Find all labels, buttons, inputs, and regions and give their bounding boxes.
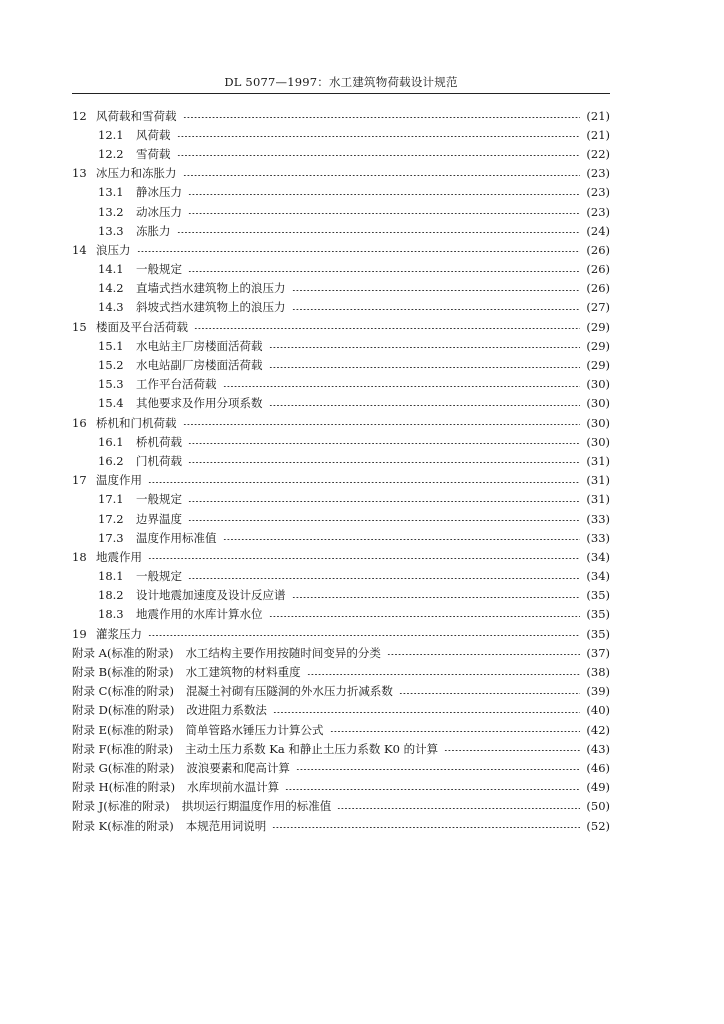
toc-entry[interactable]: [72, 451, 610, 470]
toc-entry-page: (33): [586, 530, 610, 545]
toc-entry[interactable]: [72, 144, 610, 163]
toc-entry-page: (35): [586, 607, 610, 622]
toc-entry-number: 附录 H(标准的附录): [72, 780, 176, 795]
toc-entry[interactable]: [72, 528, 610, 547]
dot-leader: [285, 789, 580, 790]
toc-entry-page: (23): [586, 204, 610, 219]
toc-entry-title: 楼面及平台活荷载: [96, 319, 188, 334]
dot-leader: [307, 674, 581, 675]
dot-leader: [273, 712, 581, 713]
toc-entry-title: 水电站副厂房楼面活荷载: [136, 358, 263, 373]
toc-entry[interactable]: [72, 125, 610, 144]
toc-entry-title: 水工建筑物的材料重度: [185, 665, 301, 680]
toc-entry-title: 其他要求及作用分项系数: [136, 396, 263, 411]
dot-leader: [444, 750, 580, 751]
toc-entry-title: 风荷载和雪荷载: [96, 108, 177, 123]
toc-entry[interactable]: [72, 394, 610, 413]
toc-entry-title: 直墙式挡水建筑物上的浪压力: [136, 281, 286, 296]
toc-entry-title: 波浪要素和爬高计算: [186, 760, 290, 775]
toc-entry-number: 附录 F(标准的附录): [72, 741, 174, 756]
toc-entry-page: (33): [586, 511, 610, 526]
toc-entry-page: (29): [586, 338, 610, 353]
toc-entry[interactable]: [72, 375, 610, 394]
toc-entry-page: (40): [586, 703, 610, 718]
toc-entry[interactable]: [72, 816, 610, 835]
toc-entry[interactable]: [72, 643, 610, 662]
toc-entry-page: (26): [586, 281, 610, 296]
toc-entry-title: 改进阻力系数法: [186, 703, 267, 718]
dot-leader: [148, 635, 580, 636]
toc-entry-page: (23): [586, 166, 610, 181]
dot-leader: [188, 194, 580, 195]
toc-entry-title: 设计地震加速度及设计反应谱: [136, 588, 286, 603]
dot-leader: [387, 654, 580, 655]
toc-entry-page: (30): [586, 396, 610, 411]
toc-entry[interactable]: [72, 432, 610, 451]
toc-entry-number: 16: [72, 415, 87, 430]
page-header: DL 5077—1997：水工建筑物荷载设计规范: [224, 75, 458, 89]
toc-entry-page: (30): [586, 415, 610, 430]
toc-entry[interactable]: [72, 797, 610, 816]
toc-entry[interactable]: [72, 183, 610, 202]
toc-entry-number: 17: [72, 473, 87, 488]
dot-leader: [292, 290, 581, 291]
toc-entry[interactable]: [72, 471, 610, 490]
toc-entry[interactable]: [72, 260, 610, 279]
dot-leader: [269, 347, 581, 348]
header-rule: [72, 93, 610, 94]
toc-entry-page: (21): [586, 108, 610, 123]
toc-entry-number: 附录 C(标准的附录): [72, 684, 174, 699]
toc-entry-number: 附录 D(标准的附录): [72, 703, 175, 718]
dot-leader: [272, 827, 580, 828]
toc-entry-number: 附录 A(标准的附录): [72, 645, 174, 660]
toc-entry[interactable]: [72, 490, 610, 509]
dot-leader: [177, 155, 581, 156]
toc-entry-number: 12: [72, 108, 87, 123]
toc-entry-number: 13: [72, 166, 87, 181]
toc-entry-page: (31): [586, 492, 610, 507]
toc-entry-page: (23): [586, 185, 610, 200]
toc-entry[interactable]: [72, 778, 610, 797]
dot-leader: [188, 213, 580, 214]
toc-entry-title: 风荷载: [136, 127, 171, 142]
toc-entry[interactable]: [72, 317, 610, 336]
toc-entry[interactable]: [72, 586, 610, 605]
toc-entry[interactable]: [72, 164, 610, 183]
toc-entry-number: 附录 G(标准的附录): [72, 760, 175, 775]
toc-entry-number: 14: [72, 242, 87, 257]
table-of-contents: [72, 106, 610, 835]
dot-leader: [269, 367, 581, 368]
toc-entry-number: 14.3: [98, 300, 124, 315]
dot-leader: [223, 386, 581, 387]
toc-entry-number: 18.1: [98, 569, 124, 584]
toc-entry-title: 水工结构主要作用按随时间变异的分类: [185, 645, 381, 660]
toc-entry-number: 16.1: [98, 434, 124, 449]
toc-entry-title: 灌浆压力: [96, 626, 142, 641]
dot-leader: [177, 232, 581, 233]
toc-entry-title: 本规范用词说明: [185, 818, 267, 833]
toc-entry-number: 17.1: [98, 492, 124, 507]
dot-leader: [188, 501, 580, 502]
dot-leader: [148, 482, 580, 483]
dot-leader: [188, 578, 580, 579]
toc-entry[interactable]: [72, 279, 610, 298]
toc-entry-title: 温度作用标准值: [136, 530, 217, 545]
toc-entry-title: 水电站主厂房楼面活荷载: [136, 338, 263, 353]
toc-entry-title: 门机荷载: [136, 453, 182, 468]
toc-entry-title: 桥机荷载: [136, 434, 182, 449]
toc-entry-page: (42): [586, 722, 610, 737]
toc-entry-page: (30): [586, 377, 610, 392]
toc-entry-number: 18.3: [98, 607, 124, 622]
toc-entry-page: (35): [586, 626, 610, 641]
dot-leader: [399, 693, 580, 694]
toc-entry-number: 18.2: [98, 588, 124, 603]
toc-entry-number: 15.2: [98, 358, 124, 373]
dot-leader: [188, 520, 580, 521]
toc-entry-title: 桥机和门机荷载: [96, 415, 177, 430]
dot-leader: [183, 117, 581, 118]
toc-entry-number: 12.2: [98, 146, 124, 161]
toc-entry-title: 一般规定: [136, 492, 182, 507]
toc-entry-title: 工作平台活荷载: [136, 377, 217, 392]
toc-entry-title: 拱坝运行期温度作用的标准值: [181, 799, 332, 814]
toc-entry[interactable]: [72, 221, 610, 240]
toc-entry-page: (43): [586, 741, 610, 756]
toc-entry-page: (49): [586, 780, 610, 795]
dot-leader: [137, 251, 581, 252]
toc-entry-page: (27): [586, 300, 610, 315]
toc-entry-title: 斜坡式挡水建筑物上的浪压力: [136, 300, 286, 315]
dot-leader: [296, 769, 581, 770]
toc-entry-title: 简单管路水锤压力计算公式: [185, 722, 324, 737]
toc-entry-number: 附录 B(标准的附录): [72, 665, 174, 680]
toc-entry-number: 附录 K(标准的附录): [72, 818, 174, 833]
toc-entry-number: 13.1: [98, 185, 124, 200]
toc-entry[interactable]: [72, 202, 610, 221]
toc-entry-page: (39): [586, 684, 610, 699]
toc-entry-page: (29): [586, 358, 610, 373]
toc-entry-number: 15.4: [98, 396, 124, 411]
toc-entry-number: 19: [72, 626, 87, 641]
toc-entry-page: (35): [586, 588, 610, 603]
toc-entry[interactable]: [72, 106, 610, 125]
toc-entry-number: 14.1: [98, 262, 124, 277]
toc-entry-title: 一般规定: [136, 569, 182, 584]
toc-entry[interactable]: [72, 624, 610, 643]
dot-leader: [292, 309, 581, 310]
toc-entry[interactable]: [72, 355, 610, 374]
toc-entry[interactable]: [72, 720, 610, 739]
toc-entry-number: 17.2: [98, 511, 124, 526]
toc-entry-title: 冰压力和冻胀力: [96, 166, 177, 181]
toc-entry-page: (30): [586, 434, 610, 449]
toc-entry-page: (34): [586, 549, 610, 564]
toc-entry[interactable]: [72, 413, 610, 432]
toc-entry[interactable]: [72, 336, 610, 355]
toc-entry-title: 浪压力: [96, 242, 131, 257]
toc-entry-number: 附录 E(标准的附录): [72, 722, 174, 737]
toc-entry-number: 附录 J(标准的附录): [72, 799, 170, 814]
toc-entry-page: (46): [586, 760, 610, 775]
toc-entry-page: (22): [586, 146, 610, 161]
toc-entry-page: (29): [586, 319, 610, 334]
dot-leader: [188, 443, 580, 444]
dot-leader: [223, 539, 581, 540]
dot-leader: [177, 136, 581, 137]
toc-entry-title: 静冰压力: [136, 185, 182, 200]
toc-entry[interactable]: [72, 701, 610, 720]
toc-entry[interactable]: [72, 547, 610, 566]
toc-entry-title: 一般规定: [136, 262, 182, 277]
toc-entry-page: (21): [586, 127, 610, 142]
dot-leader: [269, 616, 581, 617]
toc-entry-number: 15: [72, 319, 87, 334]
toc-entry-number: 12.1: [98, 127, 124, 142]
toc-entry-page: (31): [586, 453, 610, 468]
toc-entry-number: 17.3: [98, 530, 124, 545]
toc-entry-number: 15.1: [98, 338, 124, 353]
toc-entry[interactable]: [72, 240, 610, 259]
toc-entry-title: 温度作用: [96, 473, 142, 488]
dot-leader: [194, 328, 580, 329]
toc-entry-number: 13.2: [98, 204, 124, 219]
toc-entry-page: (31): [586, 473, 610, 488]
toc-entry-page: (50): [586, 799, 610, 814]
toc-entry[interactable]: [72, 662, 610, 681]
toc-entry-page: (38): [586, 665, 610, 680]
dot-leader: [183, 175, 581, 176]
dot-leader: [337, 808, 580, 809]
toc-entry-title: 边界温度: [136, 511, 182, 526]
toc-entry-page: (26): [586, 242, 610, 257]
toc-entry[interactable]: [72, 298, 610, 317]
toc-entry-number: 14.2: [98, 281, 124, 296]
toc-entry-title: 动冰压力: [136, 204, 182, 219]
toc-entry-title: 雪荷载: [136, 146, 171, 161]
dot-leader: [148, 558, 580, 559]
toc-entry-title: 冻胀力: [136, 223, 171, 238]
toc-entry-title: 地震作用: [96, 549, 142, 564]
toc-entry-page: (37): [586, 645, 610, 660]
dot-leader: [188, 462, 580, 463]
toc-entry-number: 18: [72, 549, 87, 564]
toc-entry[interactable]: [72, 567, 610, 586]
toc-entry-page: (34): [586, 569, 610, 584]
toc-entry[interactable]: [72, 758, 610, 777]
dot-leader: [330, 731, 581, 732]
toc-entry[interactable]: [72, 509, 610, 528]
dot-leader: [269, 405, 581, 406]
toc-entry[interactable]: [72, 739, 610, 758]
toc-entry-number: 15.3: [98, 377, 124, 392]
toc-entry-page: (26): [586, 262, 610, 277]
dot-leader: [292, 597, 581, 598]
toc-entry-number: 13.3: [98, 223, 124, 238]
dot-leader: [188, 271, 580, 272]
toc-entry[interactable]: [72, 605, 610, 624]
toc-entry-title: 地震作用的水库计算水位: [136, 607, 263, 622]
dot-leader: [183, 424, 581, 425]
toc-entry-page: (24): [586, 223, 610, 238]
toc-entry-page: (52): [586, 818, 610, 833]
toc-entry[interactable]: [72, 682, 610, 701]
toc-entry-title: 主动土压力系数 Ka 和静止土压力系数 K0 的计算: [185, 741, 439, 756]
toc-entry-title: 水库坝前水温计算: [187, 780, 280, 795]
toc-entry-title: 混凝土衬砌有压隧洞的外水压力折减系数: [185, 684, 393, 699]
toc-entry-number: 16.2: [98, 453, 124, 468]
